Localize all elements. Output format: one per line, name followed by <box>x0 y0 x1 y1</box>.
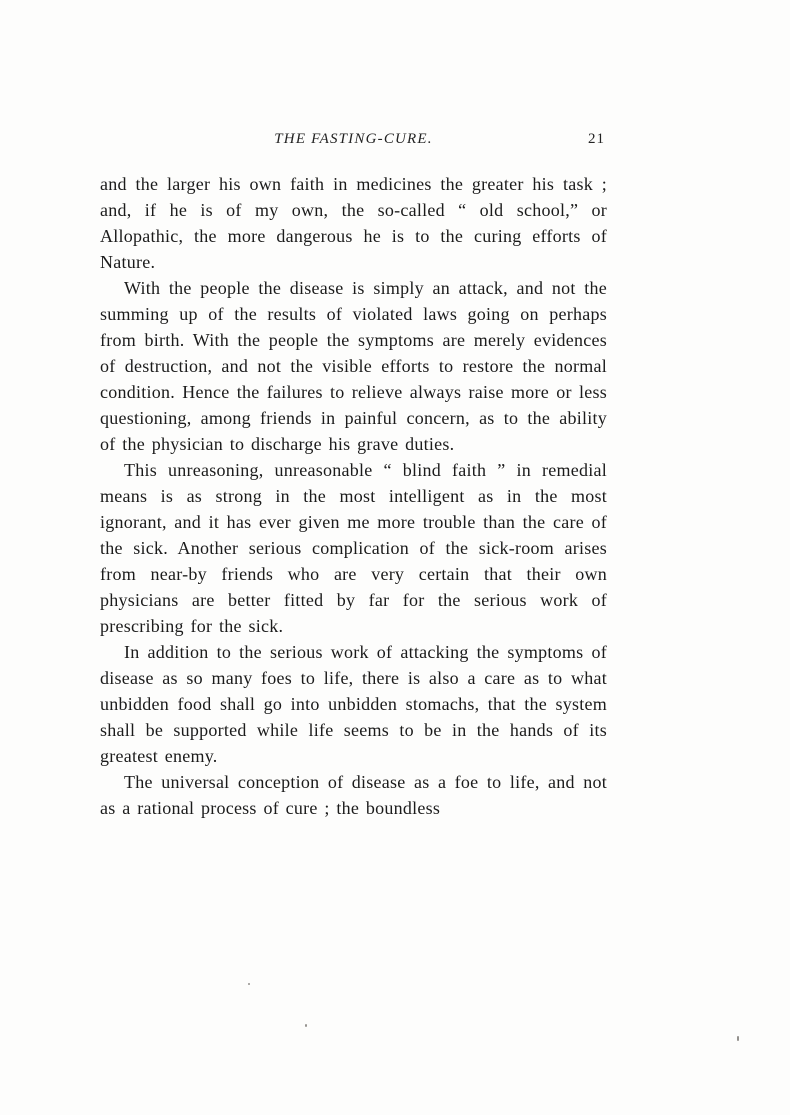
scan-speck <box>737 1036 739 1041</box>
page-body <box>100 171 607 821</box>
page-header <box>100 131 607 153</box>
scan-speck <box>305 1024 307 1027</box>
paragraph: The universal conception of disease as a foe to life, and not as a rational process of cure ; the boundless <box>100 772 607 818</box>
paragraph: With the people the disease is simply an attack, and not the summing up of the results of violated laws going on perhaps from birth. With the people the symptoms are merely evidences of destruction, and not the visible efforts to restore the normal condition. Hence the failures to relieve always raise more or less questioning, among friends in painful concern, as to the ability of the physician to discharge his grave duties. <box>100 278 607 454</box>
paragraph: In addition to the serious work of attacking the symptoms of disease as so many foes to life, there is also a care as to what unbidden food shall go into unbidden stomachs, that the system shall be supported while life seems to be in the hands of its greatest enemy. <box>100 642 607 766</box>
text-column <box>100 131 607 821</box>
page-number: 21 <box>588 131 605 147</box>
paragraph: and the larger his own faith in medicines the greater his task ; and, if he is of my own, the so-called “ old school,” or Allopathic, the more dangerous he is to the curing efforts of Nature. <box>100 174 607 272</box>
paragraph: This unreasoning, unreasonable “ blind faith ” in remedial means is as strong in the most intelligent as in the most ignorant, and it has ever given me more trouble than the care of the sick. Another serious complication of the sick-room arises from near-by friends who are very certain that their own physicians are better fitted by far for the serious work of prescribing for the sick. <box>100 460 607 636</box>
running-title: THE FASTING-CURE. <box>274 131 433 147</box>
scan-speck <box>248 983 250 985</box>
